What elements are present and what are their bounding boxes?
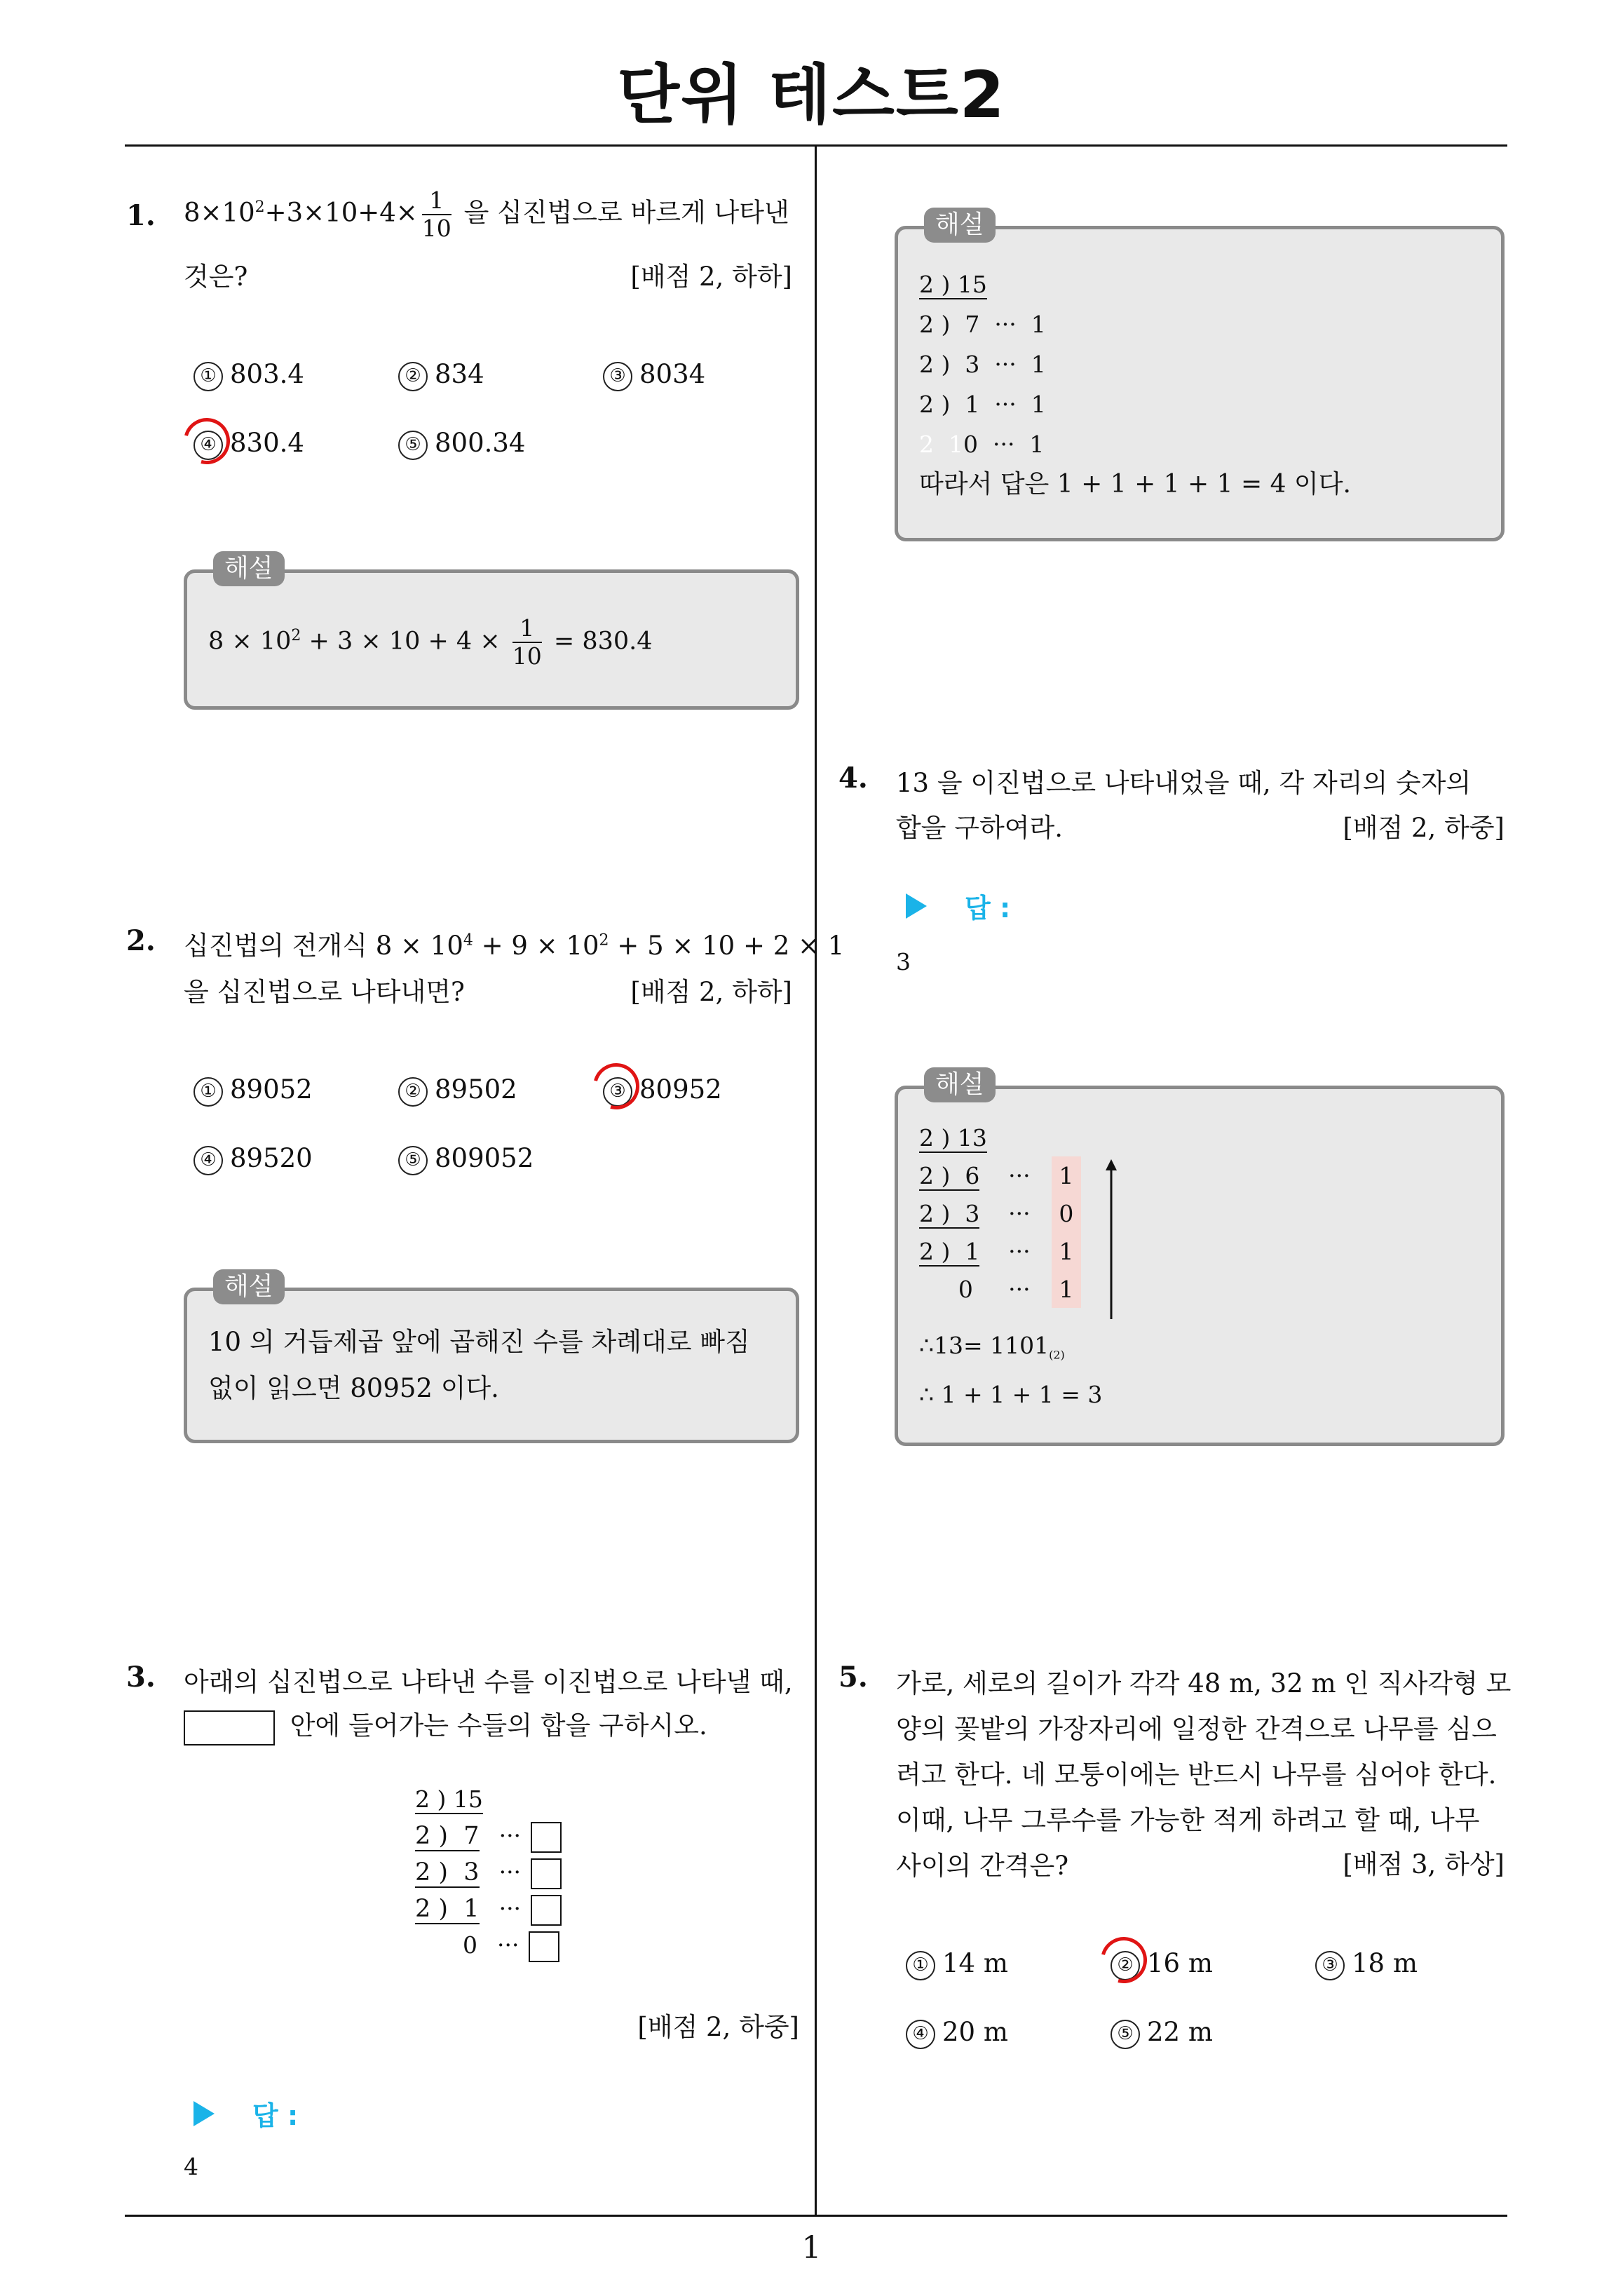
q3-explanation-text [919,264,1351,504]
q5-option-4[interactable]: ④ 20 m [906,2017,1008,2049]
q1-explanation-box [184,569,799,710]
q1-selected-mark [175,410,238,473]
q3-explanation-tag: 해설 [924,208,996,243]
question-4-line2: 합을 구하여라. [896,813,1063,843]
q5-option-1[interactable]: ① 14 m [906,1948,1008,1980]
q1-option-2[interactable]: ② 834 [398,359,484,391]
q2-explanation-box [184,1288,799,1443]
answer-arrow-icon [906,893,927,919]
q1-frac-den: 10 [421,214,451,242]
q5-selected-mark [1092,1929,1155,1992]
question-5-score: [배점 3, 하상] [1343,1849,1505,1879]
q3-explain-row-2: 2 ) 7 ··· 1 [919,311,1046,338]
question-3-line2: 안에 들어가는 수들의 합을 구하시오. [290,1710,707,1741]
q3-explain-row-5: 2 10 ··· 1 [919,431,1045,458]
q1-option-3[interactable]: ③ 8034 [603,359,705,391]
q1-option-4[interactable]: ④ 830.4 [193,428,304,460]
q4-explanation-tag: 해설 [924,1067,996,1102]
q3-div-row-3: 2 ) 3 ··· [415,1854,562,1891]
q3-explain-conclusion: 따라서 답은 1 + 1 + 1 + 1 = 4 이다. [919,470,1351,499]
q3-div-row-5: 0 ··· [415,1927,562,1964]
q4-answer-row [906,886,1010,925]
q4-div-row-1: 2 ) 13 [919,1123,987,1152]
q5-option-5[interactable]: ⑤ 22 m [1111,2017,1213,2049]
column-divider [815,146,817,2215]
question-5-text: 가로, 세로의 길이가 각각 48 m, 32 m 인 직사각형 모 양의 꽃밭의 가장자리에 일정한 간격으로 나무를 심으 려고 한다. 네 모퉁이에는 반드시 나무를 심어야 한다. 이때, 나무 그루수를 가능한 적게 하려고 할 때, 나무 사이의 간격은? [896,1668,1512,1881]
page-number: 1 [801,2230,822,2266]
question-3-score: [배점 2, 하중] [637,2012,799,2042]
q1-expr-mid: +3×10+4× [264,197,418,228]
q1-expr-prefix: 8×10 [184,197,255,228]
q3-div-row-2: 2 ) 7 ··· [415,1818,562,1854]
q3-blank-box [184,1710,275,1745]
question-3-line1: 아래의 십진법으로 나타낸 수를 이진법으로 나타낼 때, [184,1667,793,1697]
page-title: 단위 테스트2 [617,58,1006,133]
q2-option-4[interactable]: ④ 89520 [193,1143,313,1175]
q4-answer-label: 답 : [965,893,1011,924]
q3-answer-value: 4 [184,2153,198,2180]
q1-expr-exp: 2 [254,198,265,216]
q3-division [415,1781,562,1964]
question-3-line2-wrap [184,1704,707,1745]
q1-explanation-tag: 해설 [213,551,285,586]
question-1-number: 1. [126,199,156,232]
q2-explanation-tag: 해설 [213,1269,285,1304]
q5-option-3[interactable]: ③ 18 m [1315,1948,1418,1980]
q1-explanation-text: $8 \times 10^2 + 3 \times 10 + 4$ × $\frac{1}{10}$ = 830.4 [208,614,653,670]
q2-option-2[interactable]: ② 89502 [398,1074,517,1107]
q3-explain-row-4: 2 ) 1 ··· 1 [919,391,1046,418]
question-5-number: 5. [838,1661,868,1694]
q4-answer-value: 3 [896,948,911,975]
q3-answer-label: 답 : [252,2100,299,2131]
q4-result: ∴13= $1101_{(2)}$ [919,1332,1065,1362]
q3-answer-row [193,2094,298,2133]
q3-explain-faint: 2 1 [919,431,963,458]
question-1-line2: 것은? [184,262,248,292]
q1-frac-num: 1 [422,187,451,215]
q1-option-1[interactable]: ① 803.4 [193,359,304,391]
q4-sum: ∴ 1 + 1 + 1 = 3 [919,1381,1103,1408]
q4-div-row-4: 2 ) 1 ··· 1 [919,1232,1081,1270]
q3-explain-row-3: 2 ) 3 ··· 1 [919,351,1046,378]
q5-option-2[interactable]: ② 16 m [1111,1948,1213,1980]
q1-option-5[interactable]: ⑤ 800.34 [398,428,525,460]
q2-explanation-text: 10 의 거듭제곱 앞에 곱해진 수를 차례대로 빠짐 없이 읽으면 80952 이다. [208,1327,750,1403]
q1-explain-fraction: $\frac{1}{10}$ [512,614,542,670]
question-2-score: [배점 2, 하하] [630,977,792,1007]
q4-div-row-5: 0 ··· 1 [919,1270,1081,1308]
q1-fraction [422,187,451,242]
question-4-score: [배점 2, 하중] [1343,813,1505,843]
q2-selected-mark [585,1055,648,1118]
q2-option-5[interactable]: ⑤ 809052 [398,1143,534,1175]
question-4-line1: 13 을 이진법으로 나타내었을 때, 각 자리의 숫자의 [896,768,1472,798]
q3-div-row-1: 2 ) 15 [415,1785,483,1813]
q3-explanation-box [895,226,1505,541]
question-1-score: [배점 2, 하하] [630,262,792,292]
q4-explanation-box [895,1086,1505,1446]
q4-div-row-2: 2 ) 6 ··· 1 [919,1156,1081,1194]
question-2-line2: 을 십진법으로 나타내면? [184,977,465,1007]
footer-divider [125,2215,1507,2217]
answer-arrow-icon [193,2101,215,2126]
q4-division-table [919,1119,1081,1308]
question-2-number: 2. [126,924,156,957]
q2-option-1[interactable]: ① 89052 [193,1074,313,1107]
question-3-number: 3. [126,1661,156,1694]
q4-div-row-3: 2 ) 3 ··· 0 [919,1194,1081,1232]
q3-div-row-4: 2 ) 1 ··· [415,1891,562,1927]
q3-explain-row-1: 2 ) 15 [919,271,987,298]
q1-text-after: 을 십진법으로 바르게 나타낸 [463,197,789,228]
up-arrow-icon [1103,1159,1120,1321]
question-1-text [184,184,801,242]
q2-option-3[interactable]: ③ 80952 [603,1074,722,1107]
question-4-number: 4. [838,762,868,795]
question-2-line1: 십진법의 전개식 $8 \times 10^4 + 9 \times 10^2 + 5 \times 10 + 2 \times 1$ [184,931,845,961]
